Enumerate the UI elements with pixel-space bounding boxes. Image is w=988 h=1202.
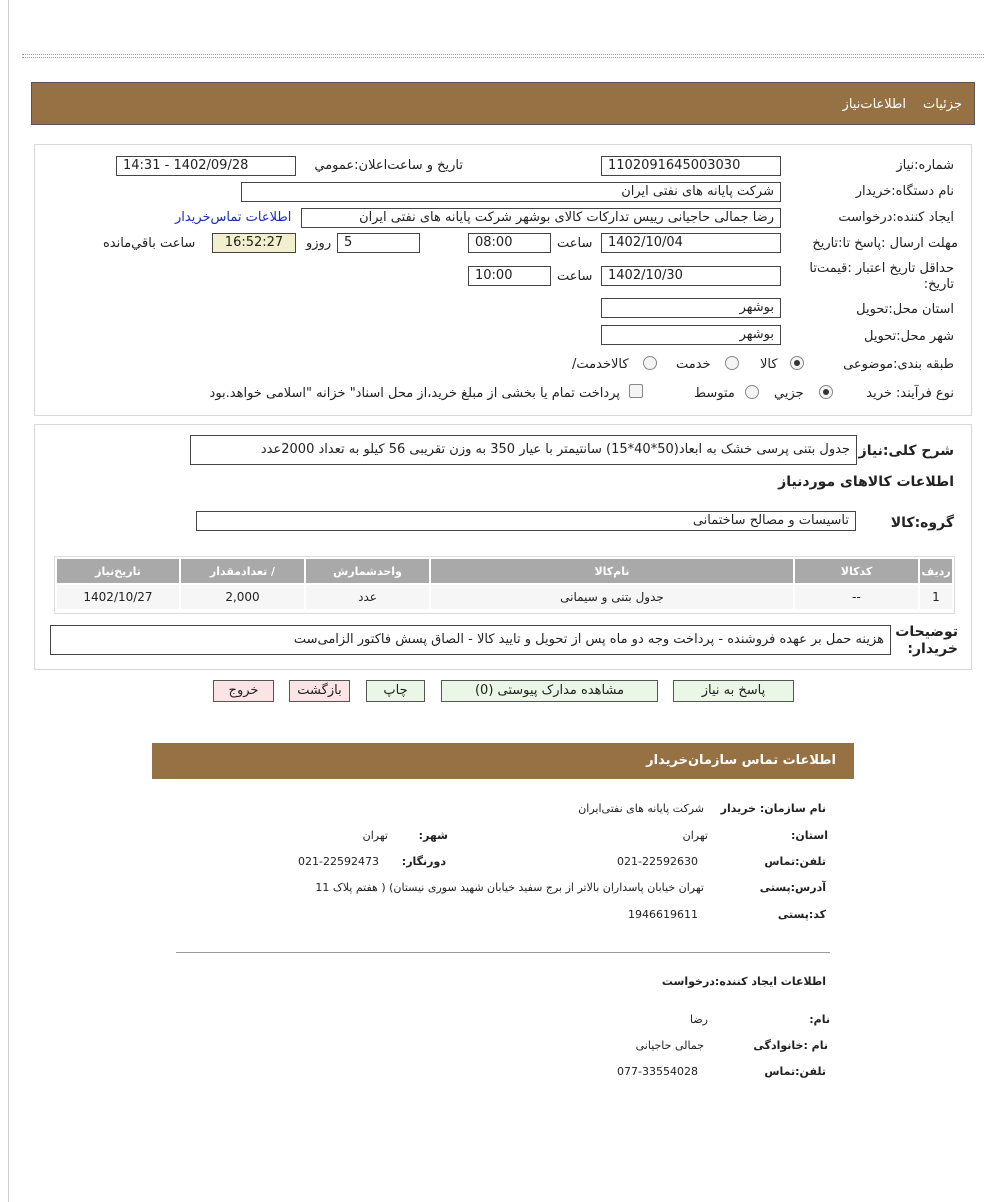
city-field: بوشهر bbox=[601, 325, 781, 345]
remaining-time-field: 16:52:27 bbox=[212, 233, 296, 253]
contact-province-label: :استان bbox=[790, 829, 828, 842]
validity-label: حداقل تاریخ اعتبار :قیمت‌تا bbox=[809, 261, 954, 276]
creator-name-label: :نام bbox=[809, 1013, 830, 1026]
validity-label-2: :تاریخ bbox=[923, 277, 954, 292]
process-label: نوع فرآیند: خرید bbox=[866, 386, 954, 401]
category-service-radio[interactable] bbox=[725, 356, 739, 370]
tab-details[interactable]: جزئیات bbox=[923, 97, 962, 112]
buyer-contact-link[interactable]: اطلاعات تماس‌خریدار bbox=[175, 210, 292, 225]
address-label: آدرس:پستی bbox=[759, 881, 826, 894]
fax-value: 021-22592473 bbox=[298, 855, 379, 868]
buyer-notes-label: توضیحات bbox=[895, 624, 958, 640]
back-button[interactable]: بازگشت bbox=[289, 680, 350, 702]
print-button[interactable]: چاپ bbox=[366, 680, 425, 702]
description-label: شرح کلی:نیاز bbox=[858, 443, 954, 459]
creator-name-value: رضا bbox=[689, 1013, 708, 1026]
creator-family-value: جمالی حاجیانی bbox=[635, 1039, 704, 1052]
reply-button[interactable]: پاسخ به نیاز bbox=[673, 680, 794, 702]
row-index: 1 bbox=[919, 584, 953, 610]
group-field: تاسیسات و مصالح ساختمانی bbox=[196, 511, 856, 531]
days-label: روزو bbox=[306, 236, 332, 251]
goods-table-header bbox=[56, 558, 953, 584]
announce-field: 1402/09/28 - 14:31 bbox=[116, 156, 296, 176]
deadline-date-field: 1402/10/04 bbox=[601, 233, 781, 253]
city-label: شهر محل:تحویل bbox=[864, 329, 954, 344]
creator-family-label: نام :خانوادگی bbox=[753, 1039, 828, 1052]
org-label: نام سازمان: خریدار bbox=[720, 802, 826, 815]
table-row bbox=[56, 584, 953, 610]
postal-code-label: کد:پستی bbox=[777, 908, 826, 921]
validity-time-field: 10:00 bbox=[468, 266, 551, 286]
postal-code-value: 1946619611 bbox=[628, 908, 698, 921]
deadline-time-field: 08:00 bbox=[468, 233, 551, 253]
buyer-notes-field: هزینه حمل بر عهده فروشنده - پرداخت وجه دو ماه پس از تحویل و تایید کالا - الصاق پسش فاکتور الزامی‌ست bbox=[50, 625, 891, 655]
org-value: شرکت پایانه های نفتی‌ایران bbox=[578, 802, 704, 815]
buyer-org-label: نام دستگاه:خریدار bbox=[855, 184, 954, 199]
contact-city-value: تهران bbox=[362, 829, 388, 842]
row-name: جدول بتنی و سیمانی bbox=[430, 584, 794, 610]
fax-label: :دورنگار bbox=[401, 855, 446, 868]
details-header bbox=[31, 82, 975, 125]
page-left-border bbox=[8, 0, 9, 1202]
contact-city-label: :شهر bbox=[418, 829, 448, 842]
contact-divider bbox=[176, 952, 830, 953]
category-goods-label: کالا bbox=[760, 357, 778, 372]
category-both-label: /کالاخدمت bbox=[572, 357, 629, 372]
contact-phone-value: 021-22592630 bbox=[617, 855, 698, 868]
payment-note: پرداخت تمام یا بخشی از مبلغ خرید،از محل اسناد" خزانه "اسلامی خواهد.بود bbox=[209, 386, 620, 401]
validity-date-field: 1402/10/30 bbox=[601, 266, 781, 286]
attachments-button[interactable]: مشاهده مدارک پیوستی (0) bbox=[441, 680, 658, 702]
row-qty: 2,000 bbox=[180, 584, 305, 610]
col-qty-header: / تعدادمقدار bbox=[180, 558, 305, 584]
col-unit-header: واحدشمارش bbox=[305, 558, 430, 584]
address-value: تهران خیابان پاسداران بالاتر از برج سفید خیابان شهید سوری نیستان) ( هفتم پلاک 11 bbox=[315, 881, 704, 894]
creator-info-title: اطلاعات ایجاد کننده:درخواست bbox=[661, 975, 826, 988]
buyer-notes-label-2: :خریدار bbox=[907, 641, 958, 657]
remaining-label: ساعت باقي‌مانده bbox=[103, 236, 196, 251]
category-service-label: خدمت bbox=[676, 357, 711, 372]
buyer-contact-header bbox=[152, 743, 854, 779]
col-row-header: ردیف bbox=[919, 558, 953, 584]
goods-info-title: اطلاعات کالاهای موردنیاز bbox=[778, 474, 954, 490]
buyer-contact-title: اطلاعات تماس سازمان‌خریدار bbox=[646, 753, 836, 768]
category-both-radio[interactable] bbox=[643, 356, 657, 370]
category-goods-radio[interactable] bbox=[790, 356, 804, 370]
province-field: بوشهر bbox=[601, 298, 781, 318]
row-code: -- bbox=[794, 584, 919, 610]
row-date: 1402/10/27 bbox=[56, 584, 180, 610]
announce-label: تاریخ و ساعت‌اعلان:عمومي bbox=[314, 158, 463, 173]
creator-phone-label: تلفن:تماس bbox=[764, 1065, 826, 1078]
deadline-label: مهلت ارسال :پاسخ تا:تاریخ bbox=[812, 236, 958, 251]
buyer-org-field: شرکت پایانه های نفتی ایران bbox=[241, 182, 781, 202]
description-field: جدول بتنی پرسی خشک به ابعاد(50*40*15) سانتیمتر با عیار 350 به وزن تقریبی 56 کیلو به تعداد 2000عدد bbox=[190, 435, 857, 465]
validity-time-label: ساعت bbox=[557, 269, 593, 284]
category-label: طبقه بندی:موضوعی bbox=[843, 357, 954, 372]
goods-table bbox=[55, 557, 954, 611]
province-label: استان محل:تحویل bbox=[856, 302, 954, 317]
group-label: گروه:کالا bbox=[890, 515, 954, 531]
exit-button[interactable]: خروج bbox=[213, 680, 274, 702]
process-partial-radio[interactable] bbox=[819, 385, 833, 399]
contact-phone-label: تلفن:تماس bbox=[764, 855, 826, 868]
deadline-time-label: ساعت bbox=[557, 236, 593, 251]
col-code-header: کدکالا bbox=[794, 558, 919, 584]
creator-field: رضا جمالی حاجیانی رییس تداركات كالای بوشهر شركت پایانه های نفتی ایران bbox=[301, 208, 781, 228]
contact-province-value: تهران bbox=[682, 829, 708, 842]
col-name-header: نام‌کالا bbox=[430, 558, 794, 584]
col-date-header: تاریخ‌نیاز bbox=[56, 558, 180, 584]
process-medium-label: متوسط bbox=[694, 386, 735, 401]
days-field: 5 bbox=[337, 233, 420, 253]
process-medium-radio[interactable] bbox=[745, 385, 759, 399]
process-partial-label: جزيي bbox=[774, 386, 804, 401]
creator-label: ایجاد کننده:درخواست bbox=[838, 210, 954, 225]
row-unit: عدد bbox=[305, 584, 430, 610]
need-number-label: شماره:نیاز bbox=[896, 158, 954, 173]
tab-need-info[interactable]: اطلاعات‌نیاز bbox=[842, 97, 906, 112]
top-divider bbox=[22, 54, 984, 58]
payment-checkbox[interactable] bbox=[629, 384, 643, 398]
creator-phone-value: 077-33554028 bbox=[617, 1065, 698, 1078]
need-number-field: 1102091645003030 bbox=[601, 156, 781, 176]
goods-table-wrap bbox=[54, 556, 955, 614]
